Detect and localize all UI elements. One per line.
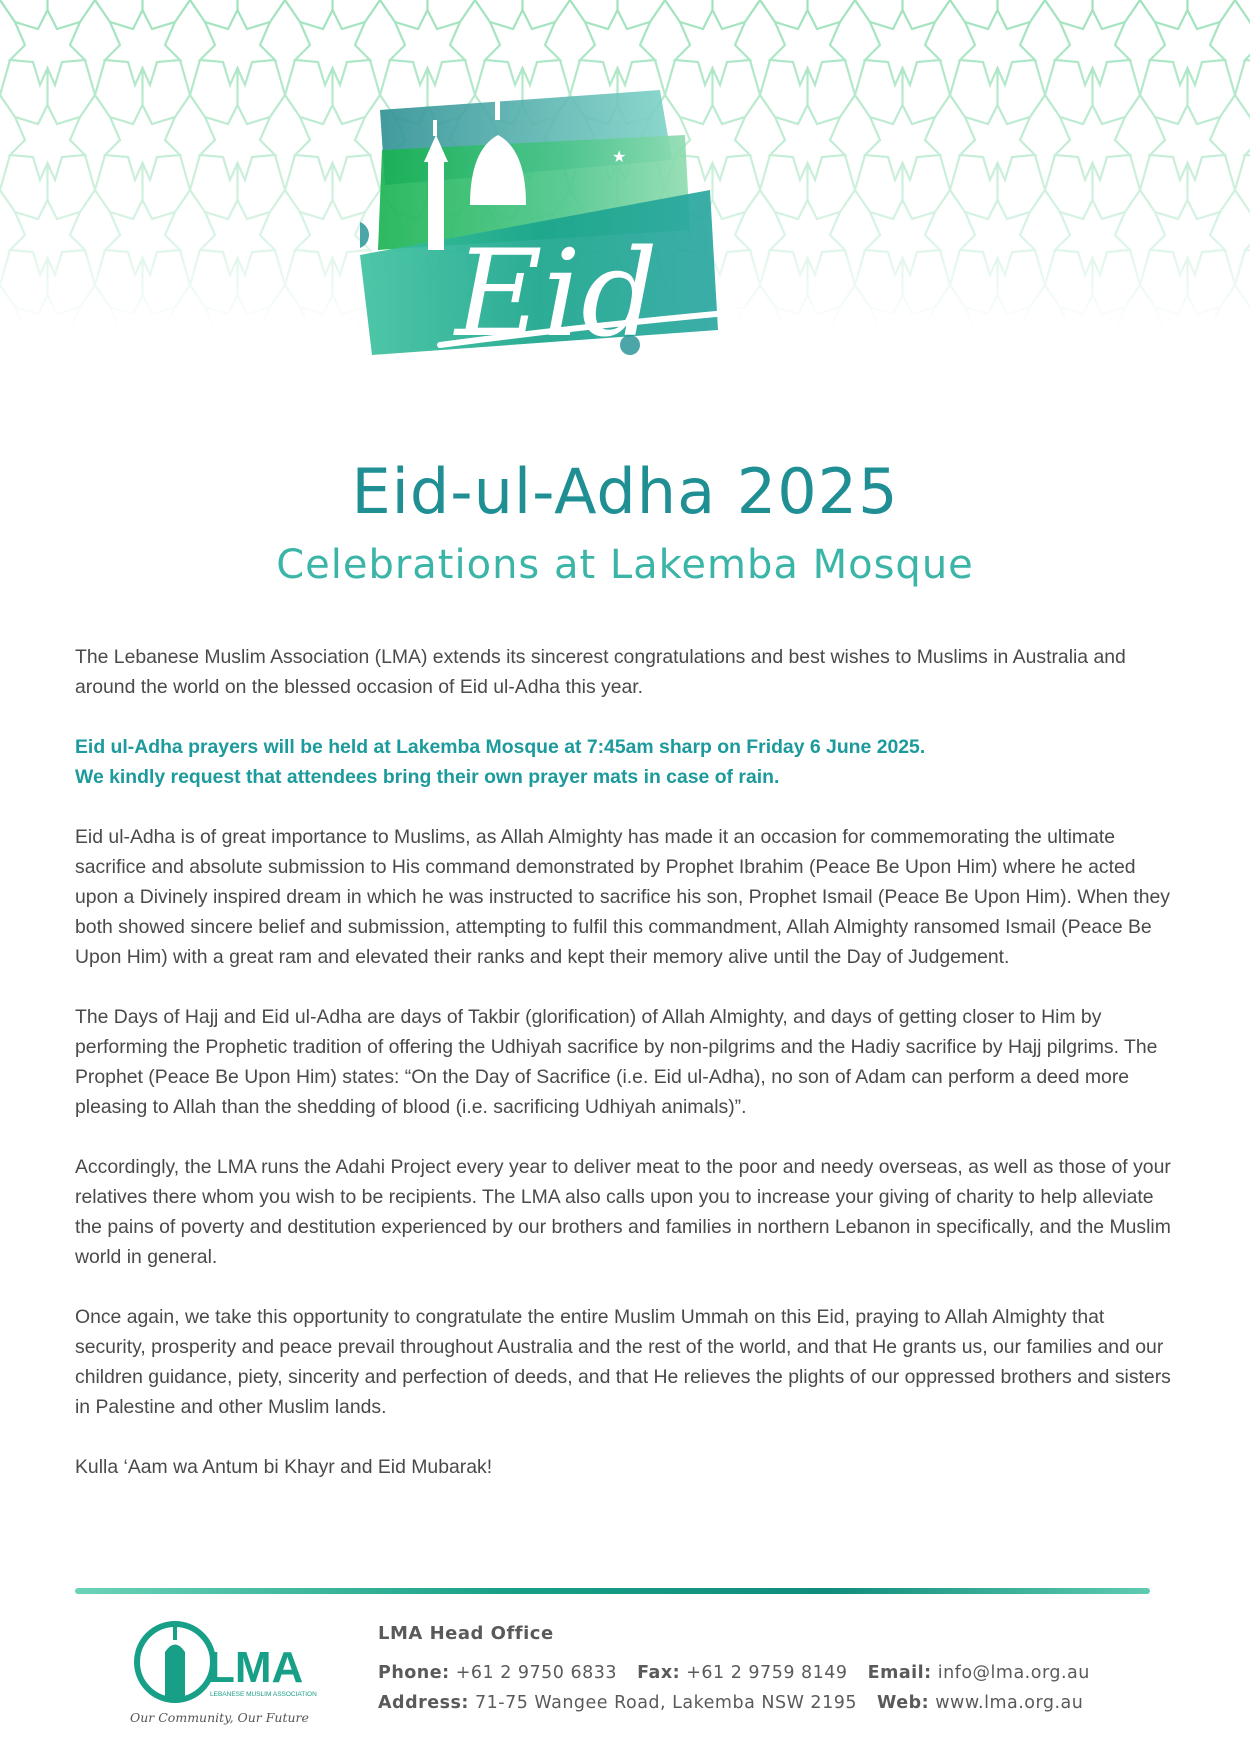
importance-paragraph: Eid ul-Adha is of great importance to Muslims, as Allah Almighty has made it an occasion for commemorating the ultimate sacrifice and absolute submission to His command demonstrated by Prophet Ibrahim (Peace Be Upon Him) where he acted upon a Divinely inspired dream in which he was instructed to sacrifice his son, Prophet Ismail (Peace Be Upon Him). When they both showed sincere belief and submission, attempting to fulfil this commandment, Allah Almighty ransomed Ismail (Peace Be Upon Him) with a great ram and elevated their ranks and kept their memory alive until the Day of Judgement.	[75, 826, 1170, 968]
email-link[interactable]: info@lma.org.au	[937, 1663, 1090, 1683]
phone-value[interactable]: +61 2 9750 6833	[455, 1663, 618, 1683]
banner-script-word: Eid	[455, 225, 658, 364]
contact-info	[378, 1623, 1178, 1718]
fax-label: Fax:	[637, 1663, 681, 1683]
closing-paragraph: Once again, we take this opportunity to congratulate the entire Muslim Ummah on this Eid, praying to Allah Almighty that security, prosperity and peace prevail throughout Australia and the rest of the world, and that He grants us, our families and our children guidance, piety, sincerity and perfection of deeds, and that He relieves the plights of our oppressed brothers and sisters in Palestine and other Muslim lands.	[75, 1306, 1171, 1418]
footer-divider	[75, 1588, 1150, 1594]
intro-paragraph: The Lebanese Muslim Association (LMA) extends its sincerest congratulations and best wishes to Muslims in Australia and around the world on the blessed occasion of Eid ul-Adha this year.	[75, 646, 1126, 698]
prayer-mat-line: We kindly request that attendees bring their own prayer mats in case of rain.	[75, 766, 780, 788]
page-title: Eid-ul-Adha 2025	[351, 455, 899, 528]
page-subtitle: Celebrations at Lakemba Mosque	[276, 542, 974, 588]
letter-body	[75, 642, 1175, 1512]
phone-label: Phone:	[378, 1663, 450, 1683]
contact-row-2	[378, 1688, 1178, 1718]
svg-text:★: ★	[612, 147, 627, 166]
logo-tagline: Our Community, Our Future	[130, 1710, 309, 1725]
address-label: Address:	[378, 1693, 469, 1713]
web-link[interactable]: www.lma.org.au	[935, 1693, 1084, 1713]
contact-row-1	[378, 1658, 1178, 1688]
web-label: Web:	[877, 1693, 930, 1713]
email-label: Email:	[867, 1663, 932, 1683]
greeting-line: Kulla ‘Aam wa Antum bi Khayr and Eid Mubarak!	[75, 1456, 493, 1478]
hajj-paragraph: The Days of Hajj and Eid ul-Adha are days of Takbir (glorification) of Allah Almighty, and days of getting closer to Him by performing the Prophetic tradition of offering the Udhiyah sacrifice by non-pilgrims and the Hadiy sacrifice by Hajj pilgrims. The Prophet (Peace Be Upon Him) states: “On the Day of Sacrifice (i.e. Eid ul-Adha), no son of Adam can perform a deed more pleasing to Allah than the shedding of blood (i.e. sacrificing Udhiyah animals)”.	[75, 1006, 1158, 1118]
eid-banner-illustration	[360, 80, 820, 410]
office-heading: LMA Head Office	[378, 1623, 554, 1644]
logo-text: LMA	[208, 1643, 304, 1692]
lma-logo	[130, 1612, 330, 1727]
fax-value: +61 2 9759 8149	[686, 1663, 848, 1683]
adahi-paragraph: Accordingly, the LMA runs the Adahi Project every year to deliver meat to the poor and needy overseas, as well as those of your relatives there whom you wish to be recipients. The LMA also calls upon you to increase your giving of charity to help alleviate the pains of poverty and destitution experienced by our brothers and families in northern Lebanon in specifically, and the Muslim world in general.	[75, 1156, 1171, 1268]
prayer-time-line: Eid ul-Adha prayers will be held at Lakemba Mosque at 7:45am sharp on Friday 6 June 2025.	[75, 736, 926, 758]
logo-org-name: LEBANESE MUSLIM ASSOCIATION	[210, 1691, 317, 1698]
address-value: 71-75 Wangee Road, Lakemba NSW 2195	[475, 1693, 857, 1713]
prayer-announcement	[75, 732, 1175, 792]
title-block	[0, 455, 1250, 588]
